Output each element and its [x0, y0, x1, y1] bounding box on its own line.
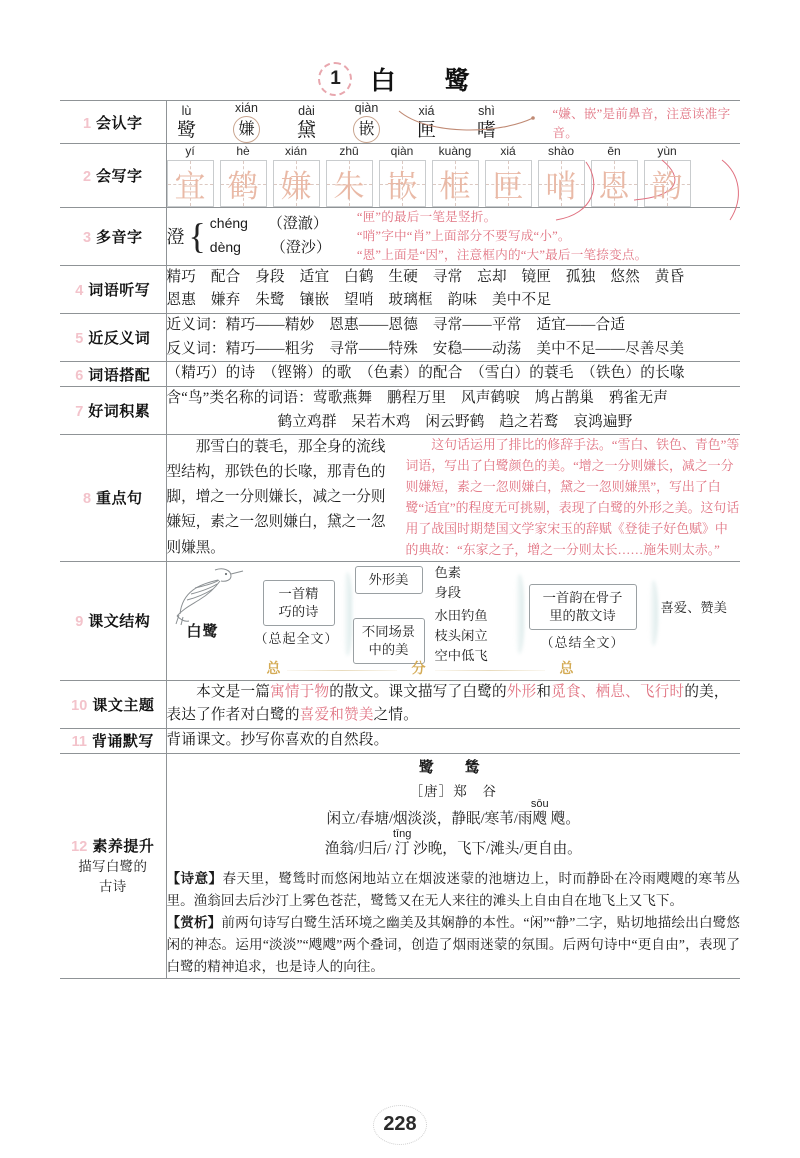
- write-char-item: [538, 144, 585, 207]
- row-label-text: 多音字: [96, 228, 143, 246]
- structure-box-appearance: [355, 566, 423, 594]
- ruby-base: 汀: [394, 841, 410, 858]
- row-content-structure: [166, 561, 740, 680]
- row-label-text: 好词积累: [88, 403, 151, 421]
- hanzi: 嗜: [476, 120, 496, 142]
- poem-appreciation: [167, 912, 741, 978]
- collocation-line: （精巧）的诗 （铿锵）的歌 （色素）的配合 （雪白）的蓑毛 （铁色）的长喙: [166, 365, 685, 382]
- row-label-recognize: [60, 101, 166, 144]
- row-number: 5: [75, 331, 84, 348]
- row-number: 8: [82, 491, 92, 508]
- row-number: 10: [71, 697, 88, 714]
- structure-emotion: 喜爱、赞美: [660, 599, 727, 615]
- hanzi: 嵌: [386, 169, 418, 204]
- theme-seg-highlight: 寓情于物: [270, 683, 330, 700]
- hanzi: 鹭: [176, 120, 196, 142]
- theme-seg-highlight: 觅食、栖息、飞行时: [551, 683, 685, 700]
- pinyin: lù: [181, 104, 192, 119]
- row-label-write: [60, 144, 166, 208]
- hanzi: 哨: [545, 169, 577, 204]
- tian-zi-ge: [538, 160, 585, 207]
- poem-seg: 飕。: [547, 810, 580, 827]
- theme-seg: 的散文。课文描写了白鹭的: [329, 683, 507, 700]
- row-sublabel-line: 古诗: [98, 879, 127, 895]
- hanzi: 鹤: [227, 169, 259, 204]
- row-label-good-words: [60, 386, 166, 434]
- row-number: 12: [71, 839, 88, 856]
- table-row-key-sentence: [60, 435, 740, 561]
- tian-zi-ge: [432, 160, 479, 207]
- write-char-item: [220, 144, 267, 207]
- row-content-theme: [166, 680, 740, 728]
- row-label-theme: [60, 680, 166, 728]
- poem-seg: 沙晚，飞下/滩头/更自由。: [409, 841, 582, 858]
- hanzi: 宜: [174, 169, 206, 204]
- synonym-line: 近义词：精巧——精妙 恩惠——恩德 寻常——平常 适宜——合适: [166, 316, 626, 333]
- lesson-number: 1: [330, 68, 341, 89]
- structure-marker: 分: [411, 661, 426, 677]
- annotation-text: “嫌、嵌”是前鼻音，注意读准字音。: [552, 107, 731, 141]
- writing-tip: “恩”上面是“因”，注意框内的“大”最后一笔捺变点。: [356, 247, 648, 262]
- row-label-text: 词语听写: [88, 281, 151, 299]
- tian-zi-ge: [326, 160, 373, 207]
- knowledge-table: [60, 100, 740, 979]
- row-label-recitation: [60, 728, 166, 753]
- hanzi: 黛: [296, 120, 316, 142]
- recitation-line: 背诵课文。抄写你喜欢的自然段。: [166, 731, 389, 748]
- row-number: 3: [82, 229, 92, 246]
- char-item: [227, 101, 267, 143]
- structure-marker: 总: [266, 661, 281, 677]
- theme-seg: 的美，表达了作者对白鹭的: [166, 683, 729, 724]
- structure-caption-intro: （总起全文）: [254, 630, 339, 646]
- row-number: 2: [82, 169, 92, 185]
- key-sentence-analysis: 这句话运用了排比的修辞手法。“雪白、铁色、青色”等词语，写出了白鹭颜色的美。“增之一分则嫌长，减之一分则嫌短，素之一忽则嫌白，黛之一忽则嫌黑”，写出了白鹭“适宜”的程度无可挑剔，表现了白鹭的外形之美。这句话用了战国时期楚国文学家宋玉的辞赋《登徒子好色赋》中的典故：“东家之子，增之一分则太长……施朱则太赤。”: [405, 438, 740, 557]
- writing-tip: “匣”的最后一笔是竖折。: [356, 210, 497, 224]
- pinyin: dèng: [209, 239, 241, 256]
- structure-box-conclusion: [529, 584, 637, 630]
- ruby-base: 飕: [532, 810, 548, 827]
- pointer-curve-icon: [397, 109, 537, 135]
- writing-tips: [357, 208, 648, 265]
- pinyin: qiàn: [390, 144, 414, 158]
- char-item: [287, 104, 327, 143]
- row-content-collocation: [166, 362, 740, 387]
- pinyin: ēn: [607, 144, 621, 158]
- pinyin: xián: [235, 101, 258, 115]
- marker-divider: [287, 670, 397, 671]
- row-label-text: 重点句: [96, 490, 143, 508]
- ruby-pinyin: tīng: [392, 828, 412, 841]
- lesson-number-badge: [318, 62, 352, 96]
- row-number: 11: [71, 734, 87, 751]
- structure-box-scenes: [353, 618, 425, 664]
- row-label-text: 词语搭配: [88, 366, 151, 384]
- structure-items-scenes: [435, 606, 488, 667]
- tian-zi-ge: [167, 160, 214, 207]
- lesson-title: 白 鹭: [370, 68, 482, 95]
- pinyin: xiá: [500, 144, 516, 158]
- page-number-badge: [383, 1113, 416, 1136]
- row-label-text: 会写字: [96, 168, 143, 185]
- poem-meaning-text: 春天里，鹭鸶时而悠闲地站立在烟波迷蒙的池塘边上，时而静卧在冷雨飕飕的寒苇丛里。渔翁回去后沙汀上雾色苍茫，鹭鸶又在无人来往的滩头上自由自在地飞上又飞下。: [166, 871, 741, 909]
- polyphone-reading: [210, 236, 331, 261]
- brace-decoration: [515, 574, 524, 654]
- pinyin: zhū: [339, 144, 359, 158]
- writing-tip: “哨”字中“肖”上面部分不要写成“小”。: [356, 228, 571, 243]
- theme-seg-highlight: 喜爱和赞美: [299, 707, 374, 724]
- row-content-recitation: [166, 728, 740, 753]
- write-char-item: [273, 144, 320, 207]
- box-line: 巧的诗: [278, 603, 319, 619]
- pinyin: qiàn: [354, 101, 379, 115]
- hanzi: 恩: [598, 169, 630, 204]
- hanzi-circled: 嵌: [353, 116, 380, 143]
- good-words-line: 鹤立鸡群 呆若木鸡 闲云野鹤 趋之若鹜 哀鸿遍野: [277, 413, 633, 430]
- table-row-dictation: [60, 265, 740, 313]
- tian-zi-ge: [485, 160, 532, 207]
- write-char-item: [432, 144, 479, 207]
- hanzi: 嫌: [280, 169, 312, 204]
- page-number: 228: [383, 1113, 417, 1135]
- ancient-poem: [167, 756, 741, 862]
- row-content-key-sentence: [166, 435, 740, 561]
- example-word: （澄沙）: [270, 240, 331, 257]
- structure-caption-conclusion: （总结全文）: [540, 634, 625, 650]
- box-line: 一首韵在骨子: [542, 589, 623, 605]
- row-content-polyphone: [166, 208, 740, 266]
- row-label-text: 近反义词: [88, 330, 151, 348]
- page-title: [60, 0, 740, 100]
- row-label-literacy: [60, 753, 166, 979]
- write-char-item: [167, 144, 214, 207]
- pinyin: shì: [478, 104, 495, 119]
- list-item: 身段: [434, 584, 462, 600]
- pinyin: yí: [185, 144, 195, 158]
- poem-line-wrap: [167, 797, 741, 831]
- antonym-line: 反义词：精巧——粗劣 寻常——特殊 安稳——动荡 美中不足——尽善尽美: [166, 340, 685, 357]
- brace-icon: {: [188, 216, 206, 257]
- row-content-literacy: [166, 753, 740, 979]
- row-label-polyphone: [60, 208, 166, 266]
- poem-seg: 闲立/春塘/烟淡淡，静眠/寒苇/雨: [326, 810, 533, 827]
- theme-seg: 本文是一篇: [166, 683, 271, 700]
- row-number: 9: [75, 614, 84, 631]
- pinyin: yùn: [657, 144, 677, 158]
- box-line: 中的美: [368, 641, 409, 657]
- box-line: 外形美: [368, 571, 409, 587]
- table-row-structure: [60, 561, 740, 680]
- write-char-item: [379, 144, 426, 207]
- table-row-collocation: [60, 362, 740, 387]
- hanzi: 朱: [333, 169, 365, 204]
- structure-marker: 总: [559, 661, 574, 677]
- structure-items-appearance: [435, 563, 462, 603]
- row-label-dictation: [60, 265, 166, 313]
- poem-line: [324, 828, 582, 861]
- polyphone-entry: [167, 212, 331, 262]
- poem-meaning: [167, 868, 741, 912]
- box-line: 里的散文诗: [549, 607, 616, 623]
- write-char-item: [591, 144, 638, 207]
- poem-appreciation-label: 【赏析】: [166, 915, 222, 931]
- char-item: [347, 101, 387, 143]
- table-row-write-chars: [60, 144, 740, 208]
- theme-seg: 之情。: [373, 707, 419, 724]
- table-row-polyphone: [60, 208, 740, 266]
- row-label-text: 背诵默写: [91, 733, 154, 751]
- structure-diagram: [167, 562, 741, 680]
- dictation-line: 恩惠 嫌弃 朱鹭 镶嵌 望哨 玻璃框 韵味 美中不足: [166, 292, 552, 309]
- box-line: 不同场景: [361, 623, 416, 639]
- pinyin: xiá: [418, 104, 435, 119]
- tian-zi-ge: [644, 160, 691, 207]
- table-row-literacy: [60, 753, 740, 979]
- pinyin: kuàng: [438, 144, 472, 158]
- structure-box-intro: [263, 580, 335, 626]
- table-row-recitation: [60, 728, 740, 753]
- egret-illustration-icon: [171, 564, 247, 626]
- row-sublabel-line: 描写白鹭的: [78, 859, 148, 875]
- structure-subject: 白鹭: [186, 623, 219, 640]
- row-label-structure: [60, 561, 166, 680]
- list-item: 枝头闲立: [434, 627, 488, 643]
- tian-zi-ge: [591, 160, 638, 207]
- brace-decoration: [343, 572, 352, 656]
- row-number: 7: [75, 404, 84, 421]
- theme-seg: 和: [536, 683, 552, 700]
- row-label-text: 课文结构: [88, 613, 151, 631]
- pinyin: hè: [236, 144, 250, 158]
- theme-seg-highlight: 外形: [506, 683, 537, 700]
- row-content-write: [166, 144, 740, 208]
- write-char-item: [485, 144, 532, 207]
- write-char-item: [644, 144, 691, 207]
- row-label-text: 素养提升: [92, 838, 155, 856]
- dictation-line: 精巧 配合 身段 适宜 白鹤 生硬 寻常 忘却 镜匣 孤独 悠然 黄昏: [166, 268, 685, 285]
- row-content-dictation: [166, 265, 740, 313]
- hanzi: 框: [439, 169, 471, 204]
- row-label-text: 会认字: [96, 114, 143, 132]
- ruby-pinyin: sōu: [530, 797, 549, 810]
- poem-meaning-label: 【诗意】: [166, 871, 223, 887]
- row-number: 1: [82, 115, 92, 132]
- table-bottom-border: [60, 979, 740, 980]
- polyphone-char: 澄: [166, 227, 185, 248]
- ruby-group: [392, 828, 412, 861]
- row-content-recognize: [166, 101, 740, 144]
- recognize-annotation: [547, 105, 741, 143]
- brace-decoration: [649, 580, 658, 646]
- poem-author: ［唐］郑 谷: [409, 783, 498, 799]
- list-item: 色素: [434, 564, 462, 580]
- row-content-good-words: [166, 386, 740, 434]
- example-word: （澄澈）: [267, 215, 328, 232]
- marker-divider: [435, 670, 545, 671]
- write-char-grid-list: [167, 144, 741, 207]
- table-row-recognize-chars: [60, 101, 740, 144]
- char-item: [167, 104, 207, 143]
- poem-line: [326, 797, 580, 831]
- poem-appreciation-text: 前两句诗写白鹭生活环境之幽美及其娴静的本性。“闲”“静”二字，贴切地描绘出白鹭悠闲的神态。运用“淡淡”“飕飕”两个叠词，创造了烟雨迷蒙的氛围。后两句诗中“更自由”，表现了白鹭的精神追求，也是诗人的向往。: [166, 915, 741, 975]
- hanzi: 匣: [492, 169, 524, 204]
- row-label-collocation: [60, 362, 166, 387]
- hanzi: 匣: [416, 120, 436, 142]
- page-footer: [0, 1113, 800, 1136]
- table-row-synonyms: [60, 313, 740, 361]
- row-content-synonyms: [166, 313, 740, 361]
- ruby-group: [530, 797, 549, 831]
- pinyin: xián: [284, 144, 307, 158]
- write-char-item: [326, 144, 373, 207]
- row-number: 6: [75, 367, 84, 384]
- poem-title: 鹭 鸶: [418, 759, 488, 776]
- key-sentence-quote: 那雪白的蓑毛，那全身的流线型结构，那铁色的长喙，那青色的脚，增之一分则嫌长，减之一分则嫌短，素之一忽则嫌白，黛之一忽则嫌黑。: [166, 439, 386, 556]
- row-number: 4: [75, 282, 84, 299]
- list-item: 水田钓鱼: [434, 607, 488, 623]
- polyphone-reading: [210, 212, 331, 237]
- row-label-text: 课文主题: [92, 696, 155, 714]
- poem-seg: 渔翁/归后/: [324, 841, 395, 858]
- hanzi-circled: 嫌: [233, 116, 260, 143]
- poem-line-wrap: [167, 828, 741, 861]
- pinyin: dài: [298, 104, 315, 119]
- hanzi: 韵: [651, 169, 683, 204]
- tian-zi-ge: [273, 160, 320, 207]
- tian-zi-ge: [220, 160, 267, 207]
- table-row-theme: [60, 680, 740, 728]
- box-line: 一首精: [278, 585, 319, 601]
- list-item: 空中低飞: [434, 648, 488, 664]
- row-label-synonyms: [60, 313, 166, 361]
- pinyin: shào: [547, 144, 575, 158]
- row-label-key-sentence: [60, 435, 166, 561]
- table-row-good-words: [60, 386, 740, 434]
- good-words-line: 含“鸟”类名称的词语：莺歌燕舞 鹏程万里 风声鹤唳 鸠占鹊巢 鸦雀无声: [166, 389, 669, 406]
- tian-zi-ge: [379, 160, 426, 207]
- pinyin: chéng: [209, 214, 248, 231]
